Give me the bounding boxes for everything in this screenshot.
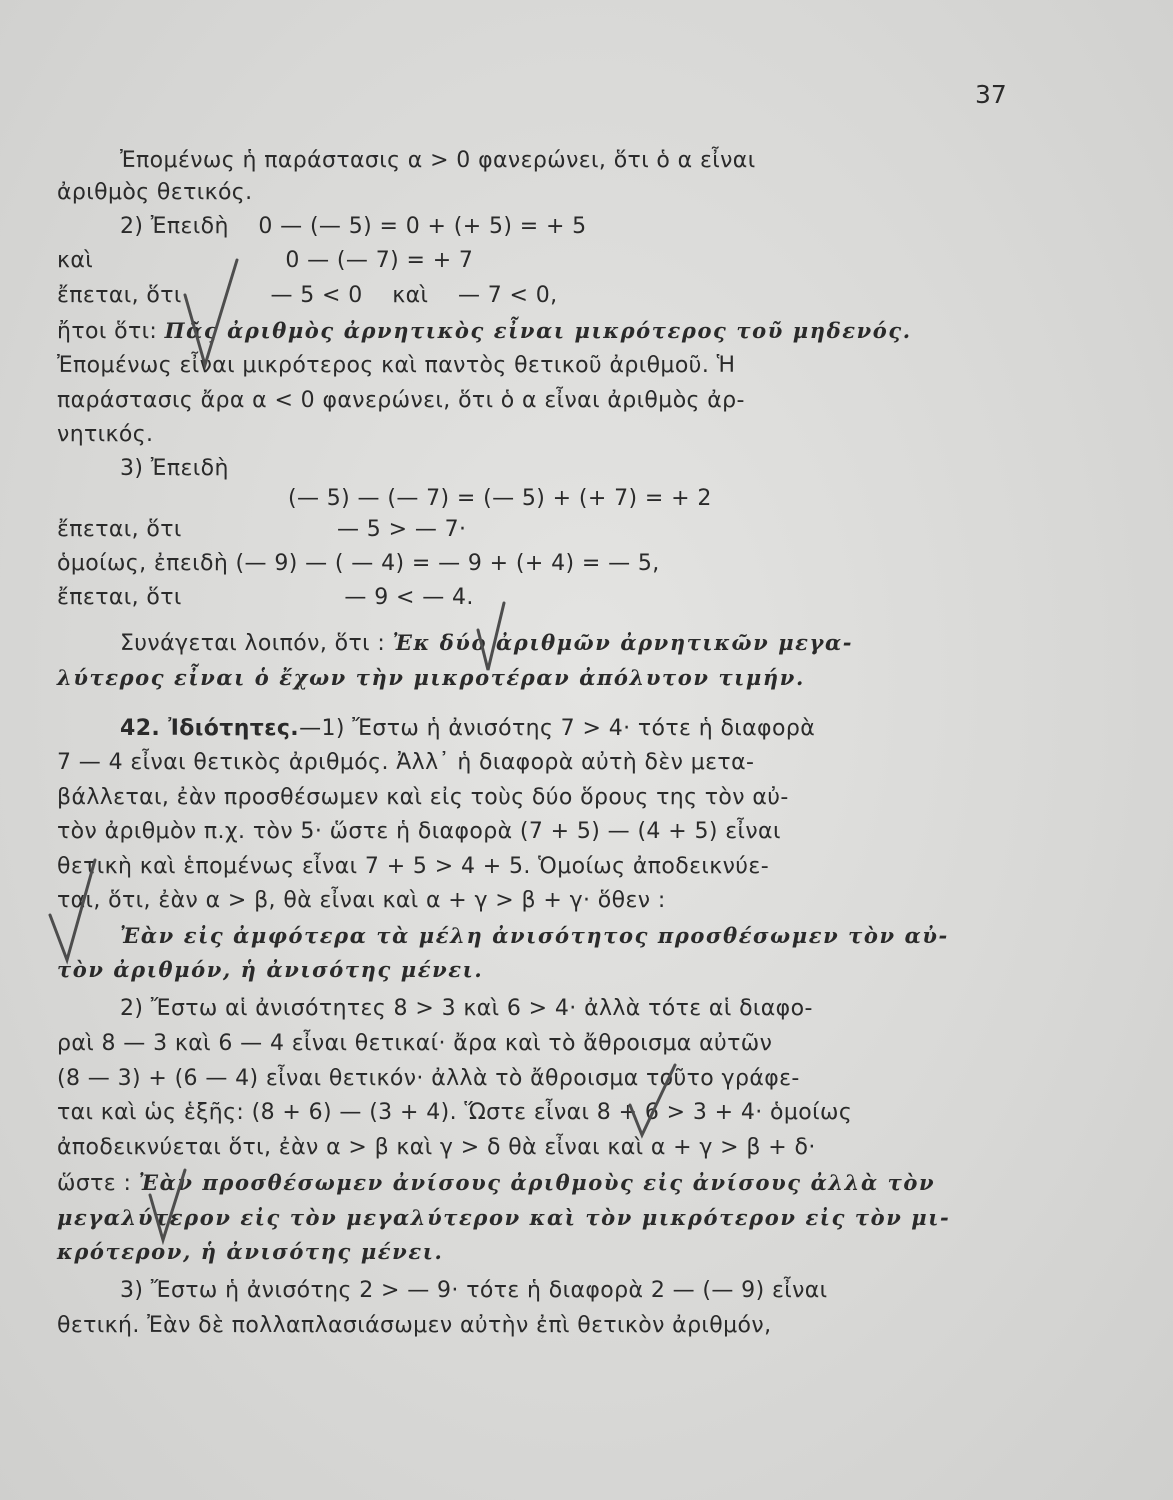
text-line: ραὶ 8 — 3 καὶ 6 — 4 εἶναι θετικαί· ἄρα καὶ τὸ ἄθροισμα αὐτῶν — [57, 1031, 773, 1056]
text-line: τὸν ἀριθμὸν π.χ. τὸν 5· ὥστε ἡ διαφορὰ (7 + 5) — (4 + 5) εἶναι — [57, 819, 781, 844]
page-number: 37 — [975, 80, 1007, 109]
text-line: 2) Ἔστω αἱ ἀνισότητες 8 > 3 καὶ 6 > 4· ἀλλὰ τότε αἱ διαφο- — [120, 996, 813, 1021]
text-line: 42. Ἰδιότητες.—1) Ἔστω ἡ ἀνισότης 7 > 4· τότε ἡ διαφορὰ — [120, 716, 816, 741]
text-line: κρότερον, ἡ ἀνισότης μένει. — [57, 1239, 444, 1264]
text-line: Ἐπομένως ἡ παράστασις α > 0 φανερώνει, ὅτι ὁ α εἶναι — [120, 148, 756, 173]
text-line: ἔπεται, ὅτι — 5 > — 7· — [57, 517, 467, 542]
checkmark-icon — [470, 600, 510, 675]
text-line: ἤτοι ὅτι: Πᾶς ἀριθμὸς ἀρνητικὸς εἶναι μικρότερος τοῦ μηδενός. — [57, 318, 912, 344]
text-line: ὁμοίως, ἐπειδὴ (— 9) — ( — 4) = — 9 + (+ 4) = — 5, — [57, 551, 660, 576]
text-line: καὶ 0 — (— 7) = + 7 — [57, 248, 474, 273]
text-line: 7 — 4 εἶναι θετικὸς ἀριθμός. Ἀλλ᾽ ἡ διαφορὰ αὐτὴ δὲν μετα- — [57, 750, 755, 775]
text-line: Ἐπομένως εἶναι μικρότερος καὶ παντὸς θετικοῦ ἀριθμοῦ. Ἡ — [57, 353, 736, 378]
checkmark-icon — [145, 1165, 190, 1245]
text-line: Ἐὰν εἰς ἀμφότερα τὰ μέλη ἀνισότητος προσθέσωμεν τὸν αὐ- — [120, 923, 949, 948]
text-line: ἔπεται, ὅτι — 5 < 0 καὶ — 7 < 0, — [57, 283, 558, 308]
text-line: μεγαλύτερον εἰς τὸν μεγαλύτερον καὶ τὸν μικρότερον εἰς τὸν μι- — [57, 1205, 951, 1230]
text-line: βάλλεται, ἐὰν προσθέσωμεν καὶ εἰς τοὺς δύο ὅρους της τὸν αὐ- — [57, 785, 789, 810]
text-line: 2) Ἐπειδὴ 0 — (— 5) = 0 + (+ 5) = + 5 — [120, 214, 587, 239]
checkmark-icon — [620, 1060, 680, 1140]
text-line: νητικός. — [57, 422, 154, 447]
text-line: ὥστε : Ἐὰν προσθέσωμεν ἀνίσους ἀριθμοὺς εἰς ἀνίσους ἀλλὰ τὸν — [57, 1170, 936, 1196]
text-line: ται καὶ ὡς ἑξῆς: (8 + 6) — (3 + 4). Ὥστε εἶναι 8 + 6 > 3 + 4· ὁμοίως — [57, 1100, 853, 1125]
text-line: τὸν ἀριθμόν, ἡ ἀνισότης μένει. — [57, 957, 484, 982]
text-line: παράστασις ἄρα α < 0 φανερώνει, ὅτι ὁ α εἶναι ἀριθμὸς ἀρ- — [57, 388, 745, 413]
text-line: ται, ὅτι, ἐὰν α > β, θὰ εἶναι καὶ α + γ > β + γ· ὅθεν : — [57, 888, 666, 913]
checkmark-icon — [175, 255, 245, 375]
text-line: (— 5) — (— 7) = (— 5) + (+ 7) = + 2 — [288, 486, 712, 511]
text-line: ἀποδεικνύεται ὅτι, ἐὰν α > β καὶ γ > δ θὰ εἶναι καὶ α + γ > β + δ· — [57, 1135, 816, 1160]
section-heading: 42. Ἰδιότητες. — [120, 716, 300, 741]
checkmark-icon — [45, 855, 100, 965]
text-line: θετική. Ἐὰν δὲ πολλαπλασιάσωμεν αὐτὴν ἐπὶ θετικὸν ἀριθμόν, — [57, 1313, 772, 1338]
text-line: 3) Ἐπειδὴ — [120, 456, 229, 481]
text-line: 3) Ἔστω ἡ ἀνισότης 2 > — 9· τότε ἡ διαφορὰ 2 — (— 9) εἶναι — [120, 1278, 828, 1303]
text-line: ἀριθμὸς θετικός. — [57, 180, 253, 205]
text-line: (8 — 3) + (6 — 4) εἶναι θετικόν· ἀλλὰ τὸ ἄθροισμα τοῦτο γράφε- — [57, 1066, 800, 1091]
text-line: Συνάγεται λοιπόν, ὅτι : Ἐκ δύο ἀριθμῶν ἀρνητικῶν μεγα- — [120, 630, 854, 656]
text-line: ἔπεται, ὅτι — 9 < — 4. — [57, 585, 474, 610]
text-line: θετικὴ καὶ ἑπομένως εἶναι 7 + 5 > 4 + 5. Ὁμοίως ἀποδεικνύε- — [57, 854, 770, 879]
text-line: λύτερος εἶναι ὁ ἔχων τὴν μικροτέραν ἀπόλυτον τιμήν. — [57, 665, 805, 690]
